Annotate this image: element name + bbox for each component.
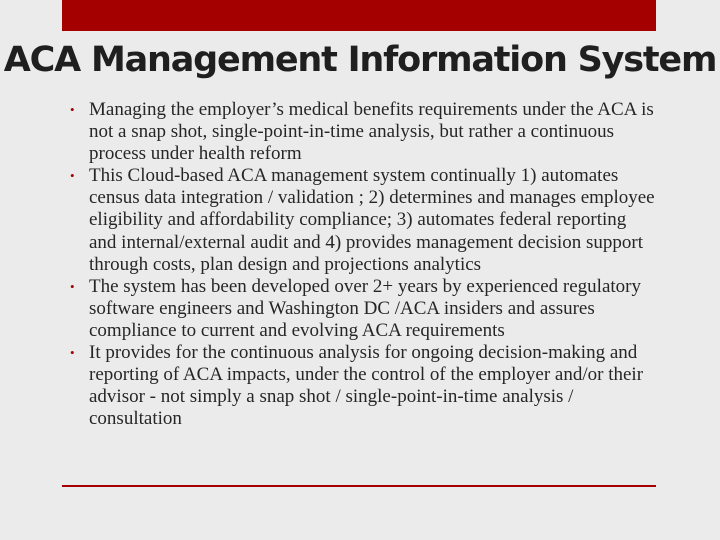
bottom-divider — [62, 485, 656, 487]
bullet-item — [70, 165, 656, 275]
bullet-text: Managing the employer’s medical benefits requirements under the ACA is not a snap shot, single-point-in-time analysis, but rather a continuous process under health reform — [89, 99, 654, 165]
bullet-marker: • — [70, 278, 75, 294]
bullet-list — [70, 99, 656, 430]
top-accent-bar — [62, 0, 656, 31]
bullet-marker: • — [70, 168, 75, 184]
slide-title: ACA Management Information System — [3, 40, 717, 80]
bullet-item — [70, 276, 656, 342]
bullet-marker: • — [70, 102, 75, 117]
bullet-text: This Cloud-based ACA management system continually 1) automates census data integration / validation ; 2) determines and manages employee eligibility and affordability compliance; 3) automates federal reporting and internal/external audit and 4) provides management decision support through costs, plan design and projections analytics — [89, 165, 655, 275]
bullet-item — [70, 99, 656, 165]
bullet-item — [70, 342, 656, 430]
bullet-text: The system has been developed over 2+ years by experienced regulatory software engineers and Washington DC /ACA insiders and assures compliance to current and evolving ACA requirements — [89, 275, 642, 341]
bullet-marker: • — [70, 345, 75, 361]
bullet-text: It provides for the continuous analysis for ongoing decision-making and reporting of ACA impacts, under the control of the employer and/or their advisor - not simply a snap shot / single-point-in-time analysis / consultation — [89, 342, 644, 430]
